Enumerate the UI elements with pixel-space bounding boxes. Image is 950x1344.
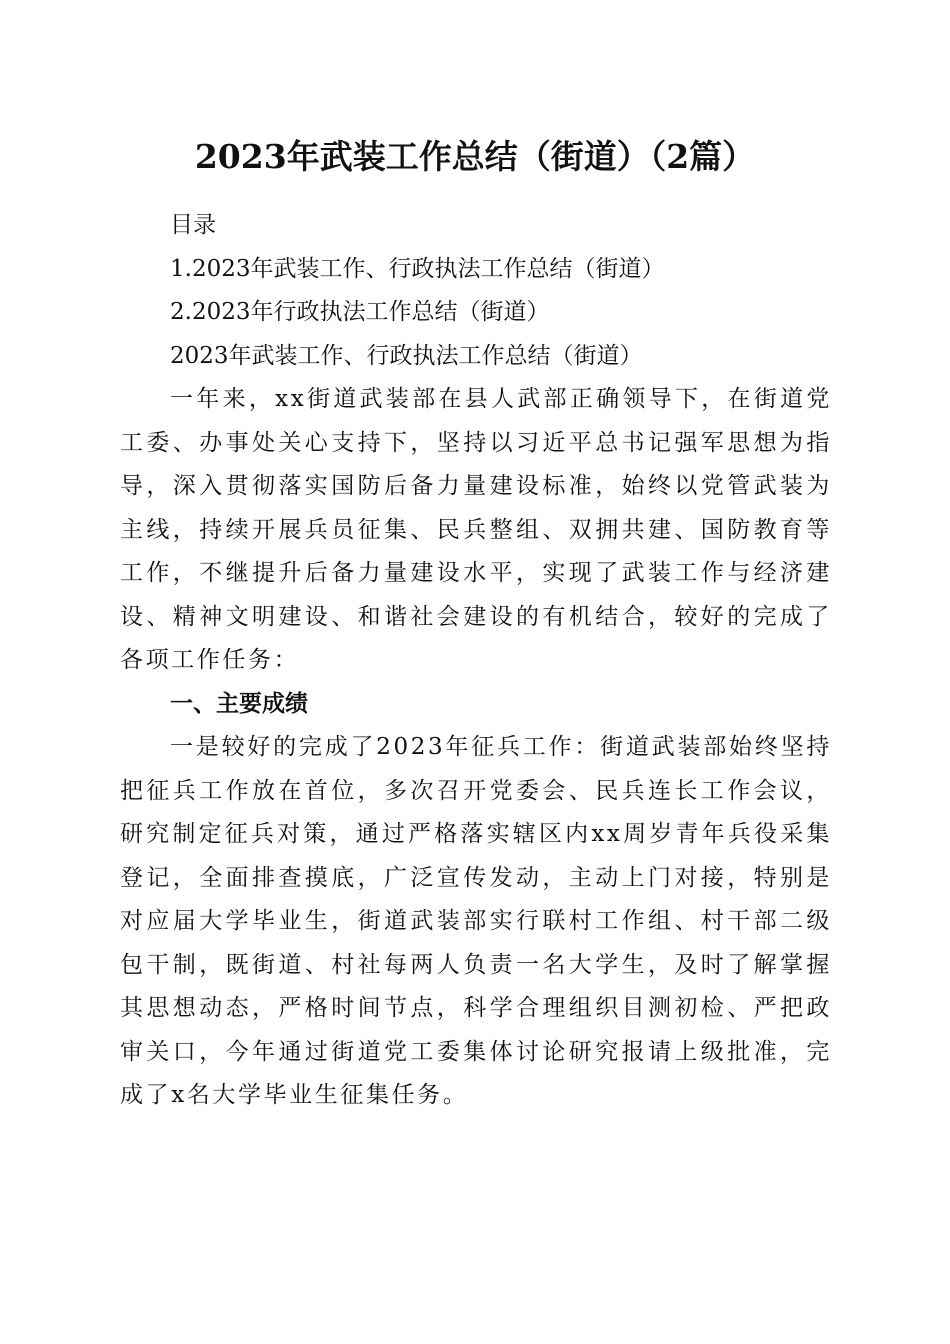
achievement-paragraph: 一是较好的完成了2023年征兵工作：街道武装部始终坚持把征兵工作放在首位，多次召开党委会、民兵连长工作会议，研究制定征兵对策，通过严格落实辖区内xx周岁青年兵役采集登记，全面排查摸底，广泛宣传发动，主动上门对接，特别是对应届大学毕业生，街道武装部实行联村工作组、村干部二级包干制，既街道、村社每两人负责一名大学生，及时了解掌握其思想动态，严格时间节点，科学合理组织目测初检、严把政审关口，今年通过街道党工委集体讨论研究报请上级批准，完成了x名大学毕业生征集任务。 xyxy=(120,734,832,1108)
article-title: 2023年武装工作、行政执法工作总结（街道） xyxy=(170,342,643,369)
section-heading: 一、主要成绩 xyxy=(170,690,308,717)
document-body xyxy=(120,204,832,1118)
toc-item-2: 2.2023年行政执法工作总结（街道） xyxy=(170,299,550,325)
toc-item-1: 1.2023年武装工作、行政执法工作总结（街道） xyxy=(170,255,665,282)
toc-label: 目录 xyxy=(170,212,216,238)
intro-paragraph: 一年来，xx街道武装部在县人武部正确领导下，在街道党工委、办事处关心支持下，坚持以习近平总书记强军思想为指导，深入贯彻落实国防后备力量建设标准，始终以党管武装为主线，持续开展兵员征集、民兵整组、双拥共建、国防教育等工作，不继提升后备力量建设水平，实现了武装工作与经济建设、精神文明建设、和谐社会建设的有机结合，较好的完成了各项工作任务： xyxy=(120,386,832,673)
document-title: 2023年武装工作总结（街道）（2篇） xyxy=(194,137,756,176)
